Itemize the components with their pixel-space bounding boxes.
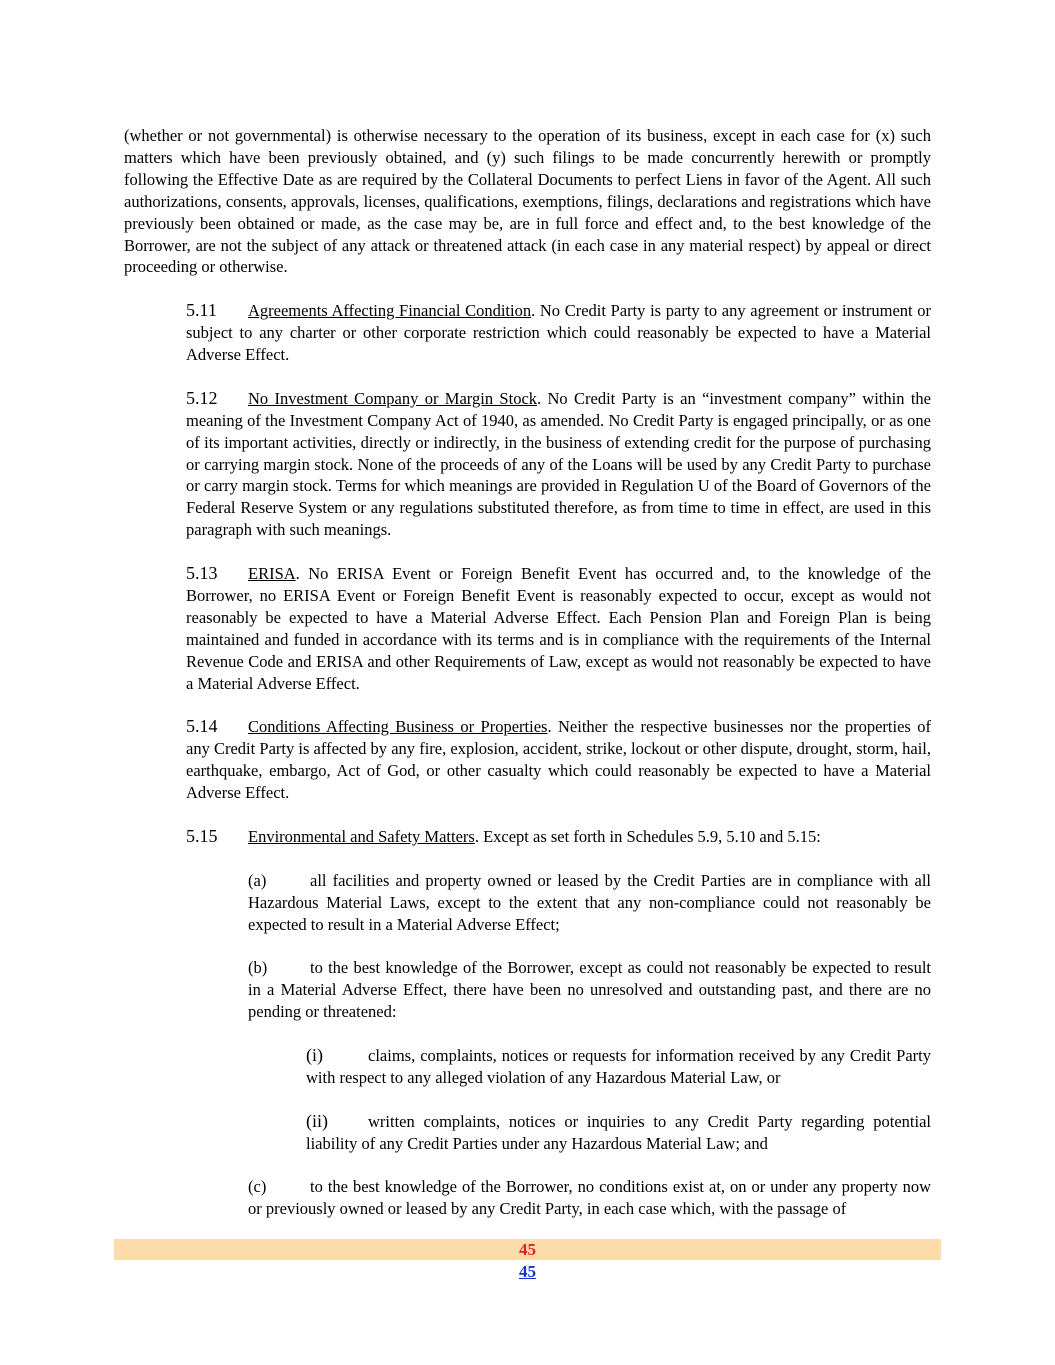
- section-title: Agreements Affecting Financial Condition: [248, 301, 532, 321]
- page-number-link[interactable]: 45: [519, 1262, 536, 1281]
- clause-text: to the best knowledge of the Borrower, except as could not reasonably be expected to result in a Material Adverse Effect, there have been no unresolved and outstanding past, and there are no pending or threatened:: [248, 958, 931, 1022]
- section-5-15: [124, 826, 931, 848]
- section-body: . No Credit Party is an “investment company” within the meaning of the Investment Company Act of 1940, as amended. No Credit Party is engaged principally, or as one of its important activities, directly or indirectly, in the business of extending credit for the purpose of purchasing or carrying margin stock. None of the proceeds of any of the Loans will be used by any Credit Party to purchase or carry margin stock. Terms for which meanings are provided in Regulation U of the Board of Governors of the Federal Reserve System or any regulations substituted therefore, as from time to time in effect, are used in this paragraph with such meanings.: [186, 388, 931, 540]
- clause-a: [124, 870, 931, 936]
- section-5-11: [124, 300, 931, 366]
- section-number: 5.13: [186, 563, 218, 584]
- document-body: [124, 125, 931, 1220]
- section-title: No Investment Company or Margin Stock: [248, 388, 538, 408]
- clause-text: to the best knowledge of the Borrower, no conditions exist at, on or under any property now or previously owned or leased by any Credit Party, in each case which, with the passage of: [248, 1177, 931, 1219]
- clause-label: (c): [248, 1177, 267, 1197]
- clause-i: [124, 1045, 931, 1089]
- clause-b: [124, 957, 931, 1023]
- section-body: . No ERISA Event or Foreign Benefit Event has occurred and, to the knowledge of the Borrower, no ERISA Event or Foreign Benefit Event is reasonably expected to occur, except as would not reasonably be expected to have a Material Adverse Effect. Each Pension Plan and Foreign Plan is being maintained and funded in accordance with its terms and is in compliance with the requirements of the Internal Revenue Code and ERISA and other Requirements of Law, except as would not reasonably be expected to have a Material Adverse Effect.: [186, 564, 931, 693]
- section-number: 5.15: [186, 825, 218, 846]
- clause-label: (a): [248, 870, 267, 890]
- section-number: 5.12: [186, 387, 218, 408]
- clause-ii: [124, 1111, 931, 1155]
- clause-text: claims, complaints, notices or requests for information received by any Credit Party with respect to any alleged violation of any Hazardous Material Law, or: [306, 1045, 931, 1087]
- page-number: 45: [519, 1240, 536, 1259]
- section-number: 5.11: [186, 300, 217, 321]
- section-title: ERISA: [248, 564, 296, 584]
- clause-label: (i): [306, 1044, 323, 1065]
- section-body: . Except as set forth in Schedules 5.9, 5.10 and 5.15:: [474, 826, 821, 846]
- section-body: . No Credit Party is party to any agreement or instrument or subject to any charter or other corporate restriction which could reasonably be expected to have a Material Adverse Effect.: [186, 301, 932, 365]
- section-body: . Neither the respective businesses nor the properties of any Credit Party is affected by any fire, explosion, accident, strike, lockout or other dispute, drought, storm, hail, earthquake, embargo, Act of God, or other casualty which could reasonably be expected to have a Material Adverse Effect.: [186, 717, 931, 803]
- section-number: 5.14: [186, 716, 218, 737]
- clause-text: written complaints, notices or inquiries to any Credit Party regarding potential liability of any Credit Parties under any Hazardous Material Law; and: [306, 1111, 931, 1153]
- section-title: Environmental and Safety Matters: [248, 826, 475, 846]
- section-5-12: [124, 388, 931, 541]
- section-5-14: [124, 716, 931, 804]
- clause-c: [124, 1176, 931, 1220]
- intro-paragraph: (whether or not governmental) is otherwise necessary to the operation of its business, except in each case for (x) such matters which have been previously obtained, and (y) such filings to be made concurrently herewith or promptly following the Effective Date as are required by the Collateral Documents to perfect Liens in favor of the Agent. All such authorizations, consents, approvals, licenses, qualifications, exemptions, filings, declarations and registrations which have previously been obtained or made, as the case may be, are in full force and effect and, to the best knowledge of the Borrower, are not the subject of any attack or threatened attack (in each case in any material respect) by appeal or direct proceeding or otherwise.: [124, 126, 931, 277]
- clause-label: (b): [248, 958, 268, 978]
- clause-text: all facilities and property owned or leased by the Credit Parties are in compliance with all Hazardous Material Laws, except to the extent that any non-compliance could not reasonably be expected to result in a Material Adverse Effect;: [248, 870, 931, 934]
- section-5-13: [124, 563, 931, 694]
- page-number-link-wrapper: [0, 1262, 1055, 1282]
- clause-label: (ii): [306, 1110, 328, 1131]
- section-title: Conditions Affecting Business or Properties: [248, 717, 548, 737]
